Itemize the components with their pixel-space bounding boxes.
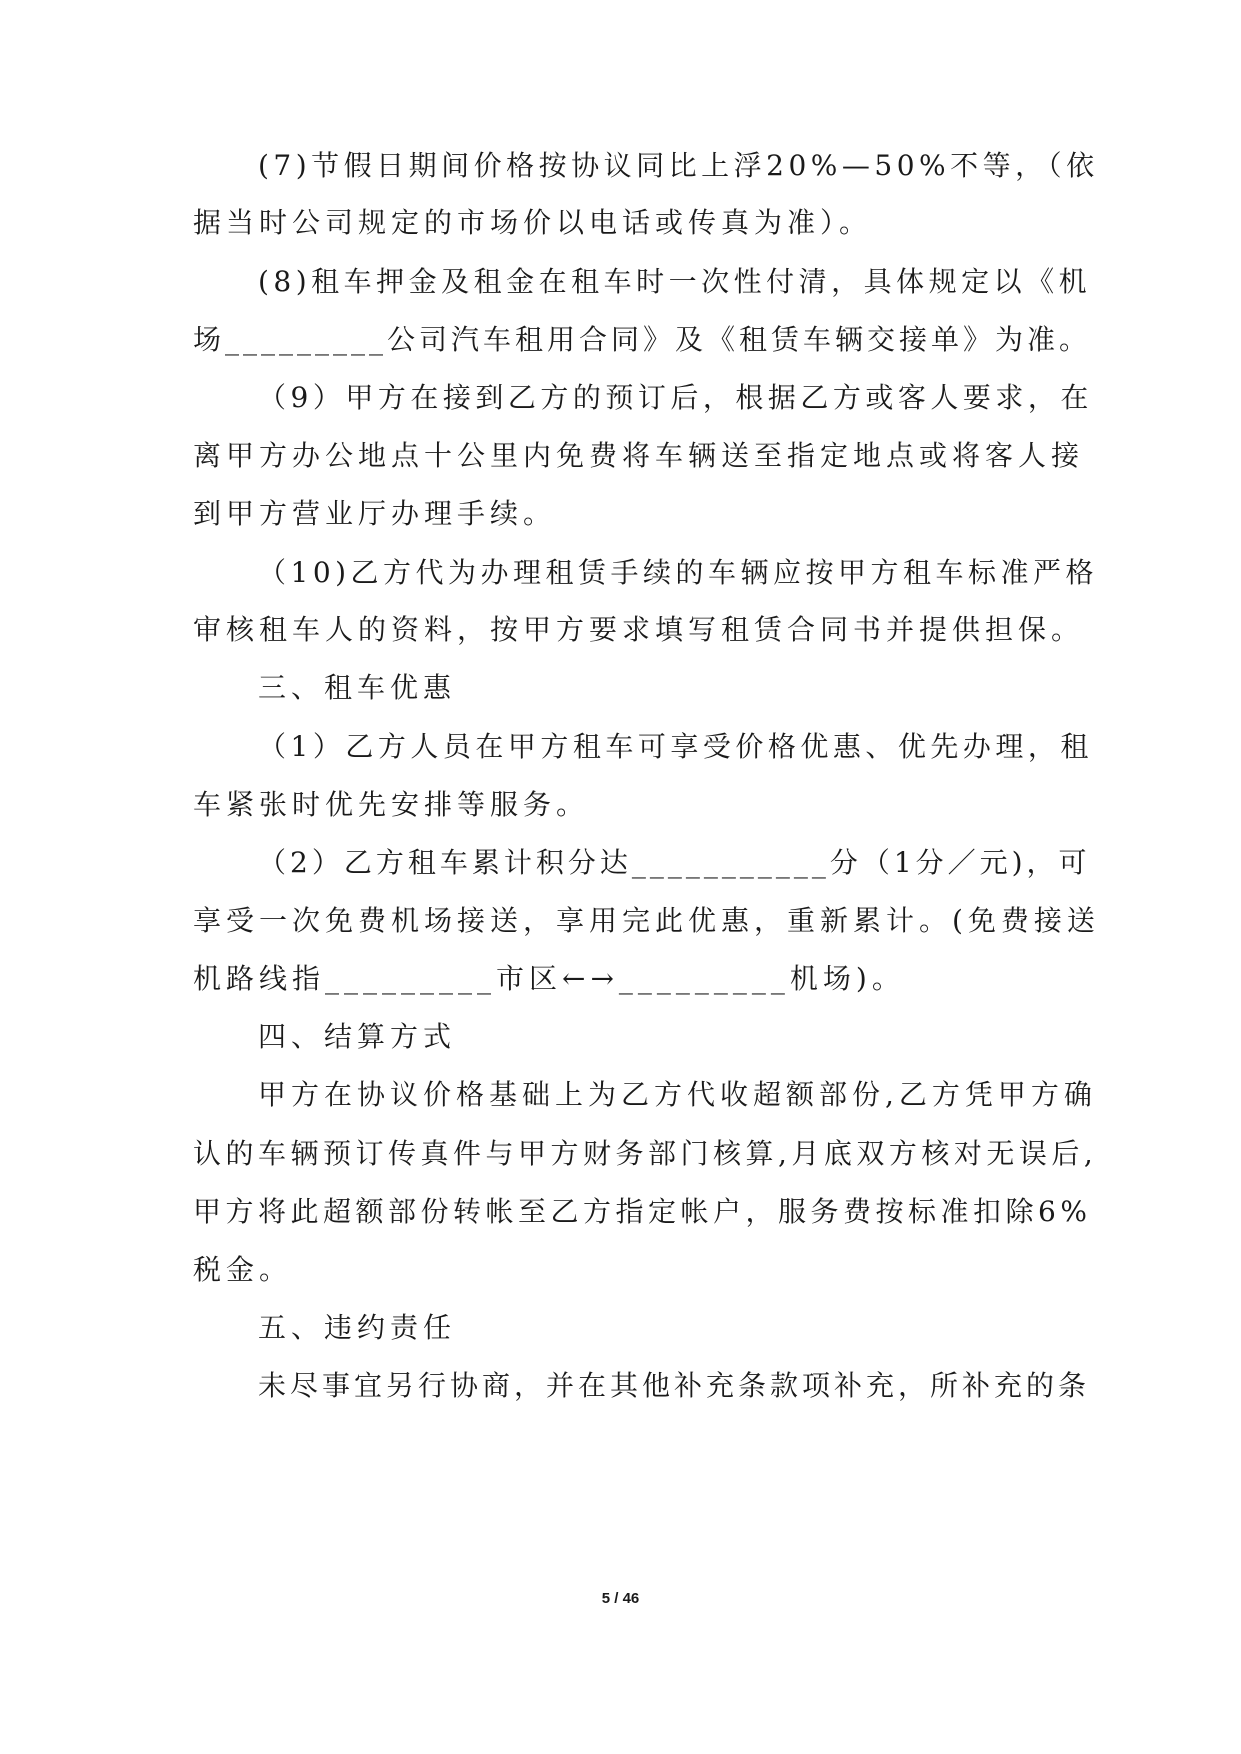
text-line: 据当时公司规定的市场价以电话或传真为准）。 (193, 206, 873, 239)
text-line: 机路线指_________市区←→_________机场)。 (193, 962, 905, 995)
text-line: 享受一次免费机场接送，享用完此优惠，重新累计。(免费接送 (193, 904, 1100, 937)
text-line: 未尽事宜另行协商，并在其他补充条款项补充，所补充的条 (258, 1369, 1091, 1402)
text-line: 审核租车人的资料，按甲方要求填写租赁合同书并提供担保。 (193, 613, 1085, 646)
text-line: 认的车辆预订传真件与甲方财务部门核算,月底双方核对无误后, (193, 1137, 1098, 1170)
page-number: 5 / 46 (601, 1590, 640, 1607)
section-heading: 五、违约责任 (258, 1311, 457, 1344)
text-line: 甲方将此超额部份转帐至乙方指定帐户，服务费按标准扣除6% (193, 1195, 1092, 1228)
text-line: 甲方在协议价格基础上为乙方代收超额部份,乙方凭甲方确 (258, 1078, 1097, 1111)
text-line: 到甲方营业厅办理手续。 (193, 497, 557, 530)
text-line: （2）乙方租车累计积分达___________分（1分／元)，可 (258, 846, 1091, 879)
text-line: （9）甲方在接到乙方的预订后，根据乙方或客人要求，在 (258, 381, 1093, 414)
text-line: 场_________公司汽车租用合同》及《租赁车辆交接单》为准。 (193, 323, 1092, 356)
text-line: 车紧张时优先安排等服务。 (193, 788, 590, 821)
text-line: （10)乙方代为办理租赁手续的车辆应按甲方租车标准严格 (258, 556, 1099, 589)
text-line: （1）乙方人员在甲方租车可享受价格优惠、优先办理，租 (258, 730, 1093, 763)
section-heading: 三、租车优惠 (258, 671, 457, 704)
text-line: (8)租车押金及租金在租车时一次性付清，具体规定以《机 (258, 265, 1092, 298)
text-line: 离甲方办公地点十公里内免费将车辆送至指定地点或将客人接 (193, 439, 1085, 472)
text-line: 税金。 (193, 1253, 293, 1286)
section-heading: 四、结算方式 (258, 1020, 457, 1053)
text-line: (7)节假日期间价格按协议同比上浮20%—50%不等，（依 (258, 149, 1099, 182)
